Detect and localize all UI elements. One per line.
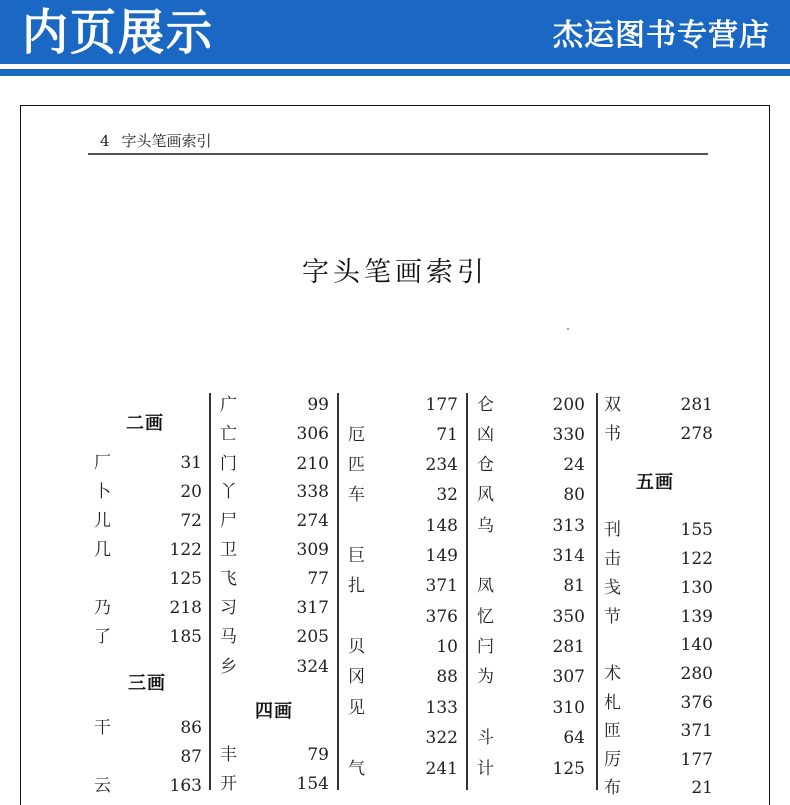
entry-page-number: 330 [552,425,585,445]
entry-page-number: 210 [296,454,329,474]
entry-page-number: 234 [425,455,458,475]
index-entry [604,690,713,716]
entry-character: 乃 [94,598,111,618]
index-entry [477,513,585,539]
entry-character: 凶 [477,425,494,445]
entry-character: 了 [94,627,111,647]
entry-page-number: 10 [436,637,458,657]
index-entry [477,756,585,782]
index-entry [348,634,458,660]
entry-page-number: 177 [680,750,713,770]
column-divider [596,393,598,790]
entry-page-number: 274 [296,511,329,531]
running-head-title: 字头笔画索引 [121,132,212,150]
entry-page-number: 71 [436,425,458,445]
index-entry [94,508,202,534]
index-entry [604,604,713,630]
index-entry [348,695,458,721]
entry-page-number: 376 [425,607,458,627]
entry-character: 忆 [477,607,494,627]
index-entry [477,634,585,660]
entry-page-number: 306 [296,424,329,444]
entry-character: 尸 [220,511,237,531]
index-entry [604,747,713,773]
entry-page-number: 185 [169,627,202,647]
entry-page-number: 79 [307,745,329,765]
entry-page-number: 24 [563,455,585,475]
stroke-count-heading: 二画 [126,413,164,434]
index-entry [220,654,329,680]
entry-character: 斗 [477,728,494,748]
index-entry [220,421,329,447]
entry-page-number: 371 [425,576,458,596]
entry-character: 扎 [348,576,365,596]
entry-character: 云 [94,776,111,796]
entry-page-number: 81 [563,576,585,596]
entry-character: 风 [477,485,494,505]
entry-character: 凤 [477,576,494,596]
entry-character: 干 [94,718,111,738]
entry-page-number: 64 [563,728,585,748]
index-entry [94,566,202,592]
index-entry [348,513,458,539]
entry-character: 为 [477,667,494,687]
entry-page-number: 324 [296,657,329,677]
entry-page-number: 281 [552,637,585,657]
entry-page-number: 149 [425,546,458,566]
index-entry [604,775,713,801]
entry-page-number: 133 [425,698,458,718]
entry-page-number: 310 [552,698,585,718]
entry-page-number: 218 [169,598,202,618]
index-entry [94,479,202,505]
entry-page-number: 86 [180,718,202,738]
entry-page-number: 88 [436,667,458,687]
index-entry [348,422,458,448]
entry-page-number: 322 [425,728,458,748]
header-rule [88,153,708,155]
index-entry [348,482,458,508]
entry-page-number: 20 [180,482,202,502]
index-entry [477,543,585,569]
index-entry [477,452,585,478]
index-entry [220,451,329,477]
entry-page-number: 148 [425,516,458,536]
stroke-count-heading: 三画 [128,673,166,694]
entry-character: 戋 [604,578,621,598]
index-entry [220,537,329,563]
entry-page-number: 350 [552,607,585,627]
entry-page-number: 125 [169,569,202,589]
index-entry [604,546,713,572]
running-head [100,131,212,151]
index-entry [477,573,585,599]
index-entry [348,452,458,478]
entry-page-number: 125 [552,759,585,779]
banner-store-name: 杰运图书专营店 [553,18,770,53]
entry-character: 飞 [220,569,237,589]
entry-character: 丫 [220,482,237,502]
entry-page-number: 80 [563,485,585,505]
index-entry [348,392,458,418]
index-entry [94,595,202,621]
entry-page-number: 309 [296,540,329,560]
entry-character: 卫 [220,540,237,560]
index-entry [220,508,329,534]
index-entry [94,537,202,563]
entry-character: 广 [220,395,237,415]
index-entry [94,624,202,650]
entry-character: 车 [348,485,365,505]
index-entry [477,695,585,721]
index-entry [348,664,458,690]
page-title: 字头笔画索引 [302,257,488,288]
index-entry [220,566,329,592]
entry-page-number: 200 [552,395,585,415]
entry-page-number: 241 [425,759,458,779]
entry-character: 刊 [604,520,621,540]
entry-character: 开 [220,774,237,794]
entry-page-number: 122 [169,540,202,560]
index-entry [94,450,202,476]
index-entry [94,773,202,799]
entry-character: 术 [604,664,621,684]
entry-page-number: 87 [180,747,202,767]
entry-page-number: 376 [680,693,713,713]
entry-page-number: 163 [169,776,202,796]
index-entry [220,392,329,418]
entry-page-number: 278 [680,424,713,444]
index-entry [220,771,329,797]
index-entry [94,744,202,770]
entry-character: 乡 [220,657,237,677]
index-entry [477,664,585,690]
entry-page-number: 155 [680,520,713,540]
index-entry [604,632,713,658]
index-entry [94,715,202,741]
entry-character: 巨 [348,546,365,566]
entry-character: 札 [604,693,621,713]
entry-page-number: 205 [296,627,329,647]
entry-character: 气 [348,759,365,779]
entry-character: 门 [220,454,237,474]
page-number: 4 [100,132,110,150]
entry-character: 节 [604,607,621,627]
entry-character: 马 [220,627,237,647]
entry-page-number: 99 [307,395,329,415]
index-entry [477,725,585,751]
index-entry [604,661,713,687]
stroke-count-heading: 四画 [255,701,293,722]
stroke-count-heading: 五画 [636,472,674,493]
entry-page-number: 130 [680,578,713,598]
index-entry [477,482,585,508]
column-divider [337,393,339,790]
entry-character: 厂 [94,453,111,473]
entry-character: 布 [604,778,621,798]
index-entry [477,604,585,630]
column-divider [466,393,468,790]
entry-character: 卜 [94,482,111,502]
entry-character: 几 [94,540,111,560]
entry-page-number: 281 [680,395,713,415]
index-entry [220,624,329,650]
entry-page-number: 314 [552,546,585,566]
index-entry [604,575,713,601]
banner-stripe [0,69,790,76]
entry-page-number: 32 [436,485,458,505]
entry-character: 匹 [348,455,365,475]
entry-character: 击 [604,549,621,569]
entry-character: 双 [604,395,621,415]
entry-page-number: 313 [552,516,585,536]
index-entry [604,392,713,418]
entry-page-number: 371 [680,721,713,741]
entry-page-number: 140 [680,635,713,655]
store-banner [0,0,790,64]
index-entry [477,392,585,418]
entry-page-number: 154 [296,774,329,794]
entry-page-number: 122 [680,549,713,569]
index-entry [220,479,329,505]
entry-character: 闩 [477,637,494,657]
entry-character: 厄 [348,425,365,445]
entry-character: 仑 [477,395,494,415]
index-entry [220,742,329,768]
entry-character: 亡 [220,424,237,444]
entry-page-number: 280 [680,664,713,684]
entry-page-number: 307 [552,667,585,687]
entry-character: 仓 [477,455,494,475]
entry-character: 计 [477,759,494,779]
index-entry [348,756,458,782]
banner-title-inner-pages: 内页展示 [22,3,214,61]
index-entry [348,725,458,751]
entry-page-number: 139 [680,607,713,627]
index-entry [348,573,458,599]
entry-page-number: 338 [296,482,329,502]
entry-character: 冈 [348,667,365,687]
entry-character: 匝 [604,721,621,741]
entry-character: 见 [348,698,365,718]
print-speck [567,328,569,330]
index-entry [604,718,713,744]
index-entry [477,422,585,448]
index-entry [348,604,458,630]
index-entry [220,595,329,621]
entry-character: 儿 [94,511,111,531]
entry-page-number: 21 [691,778,713,798]
entry-page-number: 177 [425,395,458,415]
entry-character: 书 [604,424,621,444]
entry-character: 厉 [604,750,621,770]
entry-character: 丰 [220,745,237,765]
index-entry [348,543,458,569]
column-divider [209,393,211,790]
index-entry [604,421,713,447]
entry-page-number: 31 [180,453,202,473]
entry-page-number: 317 [296,598,329,618]
index-entry [604,517,713,543]
entry-character: 贝 [348,637,365,657]
entry-character: 乌 [477,516,494,536]
entry-page-number: 72 [180,511,202,531]
entry-page-number: 77 [307,569,329,589]
entry-character: 习 [220,598,237,618]
